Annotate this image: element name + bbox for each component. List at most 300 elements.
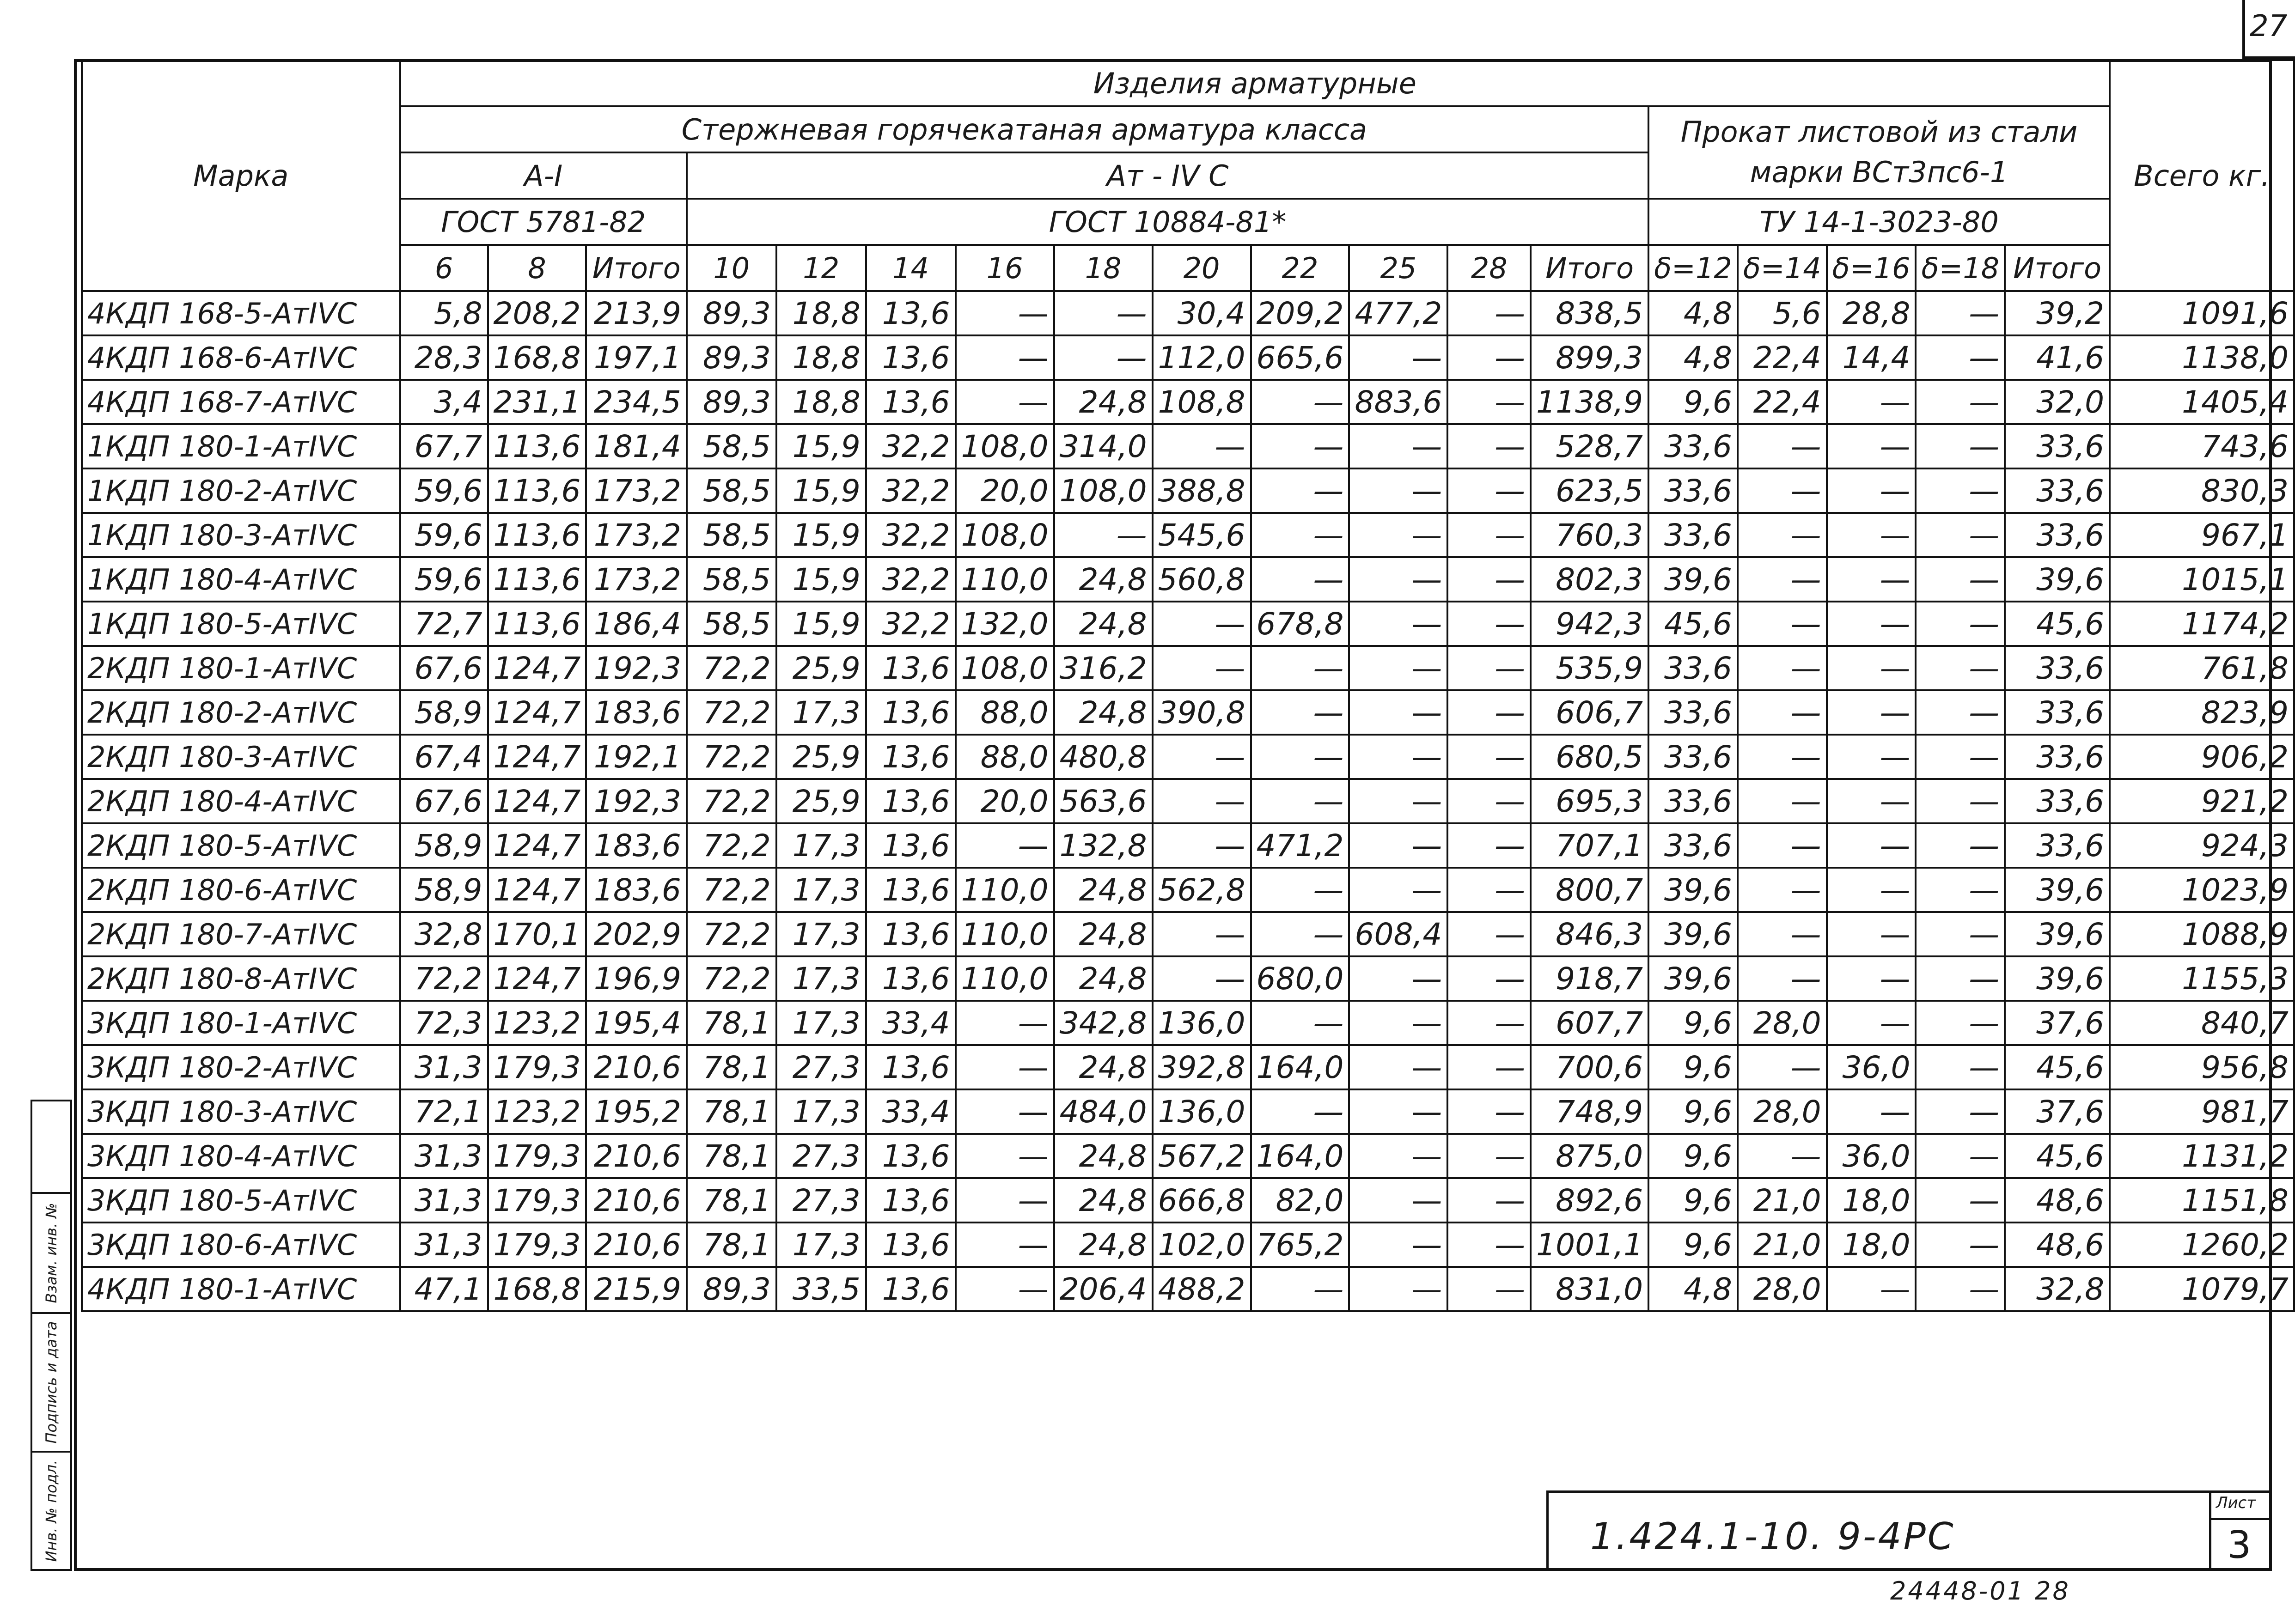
row-value-cell: 210,6 bbox=[586, 1223, 686, 1267]
header-col-at4-4: 18 bbox=[1054, 245, 1153, 291]
row-value-cell: 39,6 bbox=[2005, 868, 2110, 912]
row-value-cell: 666,8 bbox=[1153, 1178, 1251, 1223]
row-value-cell: 5,8 bbox=[400, 291, 488, 335]
row-value-cell: 231,1 bbox=[488, 380, 586, 424]
row-value-cell: 33,6 bbox=[1648, 513, 1738, 557]
row-value-cell: 33,6 bbox=[1648, 779, 1738, 823]
row-value-cell: 33,6 bbox=[1648, 690, 1738, 735]
row-value-cell: 192,1 bbox=[586, 735, 686, 779]
row-value-cell: 9,6 bbox=[1648, 380, 1738, 424]
table-row bbox=[82, 690, 2294, 735]
row-value-cell: 9,6 bbox=[1648, 1089, 1738, 1134]
row-value-cell: 20,0 bbox=[956, 779, 1054, 823]
row-value-cell: 112,0 bbox=[1153, 335, 1251, 380]
row-value-cell: 168,8 bbox=[488, 1267, 586, 1311]
row-value-cell: 4,8 bbox=[1648, 1267, 1738, 1311]
row-value-cell: 875,0 bbox=[1531, 1134, 1648, 1178]
row-value-cell: 13,6 bbox=[866, 1223, 956, 1267]
row-value-cell: 33,6 bbox=[1648, 823, 1738, 868]
row-value-cell: 136,0 bbox=[1153, 1001, 1251, 1045]
row-value-cell: — bbox=[1251, 468, 1349, 513]
row-value-cell: 124,7 bbox=[488, 823, 586, 868]
row-value-cell: 680,0 bbox=[1251, 956, 1349, 1001]
row-value-cell: 680,5 bbox=[1531, 735, 1648, 779]
row-value-cell: 33,5 bbox=[776, 1267, 866, 1311]
row-value-cell: 72,1 bbox=[400, 1089, 488, 1134]
row-value-cell: 164,0 bbox=[1251, 1134, 1349, 1178]
row-value-cell: 24,8 bbox=[1054, 1045, 1153, 1089]
row-value-cell: — bbox=[1349, 868, 1447, 912]
row-value-cell: 488,2 bbox=[1153, 1267, 1251, 1311]
row-value-cell: 830,3 bbox=[2110, 468, 2294, 513]
row-value-cell: 21,0 bbox=[1738, 1223, 1827, 1267]
table-row bbox=[82, 291, 2294, 335]
row-value-cell: — bbox=[1738, 868, 1827, 912]
row-value-cell: 563,6 bbox=[1054, 779, 1153, 823]
header-group: Изделия арматурные bbox=[400, 60, 2110, 106]
row-value-cell: — bbox=[956, 380, 1054, 424]
row-value-cell: 72,2 bbox=[687, 823, 776, 868]
row-value-cell: 17,3 bbox=[776, 1089, 866, 1134]
header-col-sheet-3: δ=18 bbox=[1916, 245, 2005, 291]
side-approval-stamp bbox=[31, 1100, 72, 1571]
row-value-cell: — bbox=[1916, 690, 2005, 735]
row-value-cell: — bbox=[1349, 1223, 1447, 1267]
row-value-cell: — bbox=[1349, 424, 1447, 468]
row-value-cell: 78,1 bbox=[687, 1178, 776, 1223]
row-value-cell: 89,3 bbox=[687, 335, 776, 380]
row-value-cell: 124,7 bbox=[488, 690, 586, 735]
row-value-cell: 192,3 bbox=[586, 779, 686, 823]
row-value-cell: 136,0 bbox=[1153, 1089, 1251, 1134]
row-value-cell: — bbox=[1738, 557, 1827, 602]
row-value-cell: 695,3 bbox=[1531, 779, 1648, 823]
table-row bbox=[82, 1001, 2294, 1045]
row-value-cell: 1088,9 bbox=[2110, 912, 2294, 956]
row-value-cell: 32,2 bbox=[866, 557, 956, 602]
row-value-cell: 37,6 bbox=[2005, 1001, 2110, 1045]
row-value-cell: — bbox=[1916, 868, 2005, 912]
row-value-cell: — bbox=[1738, 690, 1827, 735]
row-value-cell: 33,4 bbox=[866, 1001, 956, 1045]
row-value-cell: 17,3 bbox=[776, 823, 866, 868]
row-value-cell: 33,6 bbox=[2005, 779, 2110, 823]
row-value-cell: 743,6 bbox=[2110, 424, 2294, 468]
row-value-cell: 59,6 bbox=[400, 468, 488, 513]
row-value-cell: 195,2 bbox=[586, 1089, 686, 1134]
row-value-cell: 113,6 bbox=[488, 557, 586, 602]
row-value-cell: 33,6 bbox=[1648, 735, 1738, 779]
row-value-cell: 802,3 bbox=[1531, 557, 1648, 602]
row-value-cell: 707,1 bbox=[1531, 823, 1648, 868]
row-value-cell: 13,6 bbox=[866, 690, 956, 735]
row-value-cell: 113,6 bbox=[488, 513, 586, 557]
row-value-cell: — bbox=[1738, 779, 1827, 823]
row-value-cell: 27,3 bbox=[776, 1178, 866, 1223]
table-row bbox=[82, 735, 2294, 779]
row-mark-cell: 1КДП 180-4-АтIVС bbox=[82, 557, 400, 602]
row-value-cell: 25,9 bbox=[776, 779, 866, 823]
row-mark-cell: 2КДП 180-1-АтIVС bbox=[82, 646, 400, 690]
row-value-cell: — bbox=[1916, 602, 2005, 646]
table-row bbox=[82, 1223, 2294, 1267]
row-value-cell: — bbox=[1153, 912, 1251, 956]
header-gost-a1: ГОСТ 5781-82 bbox=[400, 199, 687, 245]
row-value-cell: 45,6 bbox=[2005, 1134, 2110, 1178]
header-col-at4-5: 20 bbox=[1153, 245, 1251, 291]
row-value-cell: 9,6 bbox=[1648, 1223, 1738, 1267]
side-cell-signature-date: Подпись и дата bbox=[32, 1314, 70, 1453]
header-class-at4: Ат - IV С bbox=[687, 152, 1648, 199]
row-value-cell: — bbox=[1916, 823, 2005, 868]
row-value-cell: 173,2 bbox=[586, 468, 686, 513]
row-value-cell: 192,3 bbox=[586, 646, 686, 690]
row-value-cell: 13,6 bbox=[866, 868, 956, 912]
header-col-a1-2: Итого bbox=[586, 245, 686, 291]
row-value-cell: 72,2 bbox=[687, 912, 776, 956]
row-value-cell: — bbox=[1827, 690, 1916, 735]
row-value-cell: 1079,7 bbox=[2110, 1267, 2294, 1311]
row-value-cell: 181,4 bbox=[586, 424, 686, 468]
row-value-cell: — bbox=[1827, 779, 1916, 823]
row-mark-cell: 1КДП 180-3-АтIVС bbox=[82, 513, 400, 557]
row-value-cell: — bbox=[956, 1267, 1054, 1311]
row-value-cell: 1091,6 bbox=[2110, 291, 2294, 335]
row-value-cell: 30,4 bbox=[1153, 291, 1251, 335]
row-value-cell: — bbox=[1153, 779, 1251, 823]
row-value-cell: 110,0 bbox=[956, 868, 1054, 912]
row-value-cell: — bbox=[1916, 1045, 2005, 1089]
row-value-cell: 32,0 bbox=[2005, 380, 2110, 424]
row-value-cell: 33,6 bbox=[2005, 735, 2110, 779]
table-row bbox=[82, 823, 2294, 868]
row-value-cell: — bbox=[1447, 424, 1531, 468]
row-mark-cell: 1КДП 180-5-АтIVС bbox=[82, 602, 400, 646]
row-value-cell: 4,8 bbox=[1648, 291, 1738, 335]
row-value-cell: 124,7 bbox=[488, 956, 586, 1001]
header-col-at4-8: 28 bbox=[1447, 245, 1531, 291]
row-value-cell: — bbox=[956, 335, 1054, 380]
row-value-cell: 13,6 bbox=[866, 1134, 956, 1178]
row-value-cell: 1001,1 bbox=[1531, 1223, 1648, 1267]
row-value-cell: 471,2 bbox=[1251, 823, 1349, 868]
row-value-cell: 25,9 bbox=[776, 735, 866, 779]
row-value-cell: — bbox=[1251, 513, 1349, 557]
row-value-cell: — bbox=[1916, 424, 2005, 468]
row-value-cell: 13,6 bbox=[866, 380, 956, 424]
row-value-cell: — bbox=[1349, 779, 1447, 823]
row-value-cell: 58,9 bbox=[400, 823, 488, 868]
table-row bbox=[82, 868, 2294, 912]
row-value-cell: 132,0 bbox=[956, 602, 1054, 646]
row-value-cell: 5,6 bbox=[1738, 291, 1827, 335]
row-value-cell: 15,9 bbox=[776, 557, 866, 602]
row-value-cell: 72,2 bbox=[400, 956, 488, 1001]
row-mark-cell: 4КДП 168-5-АтIVС bbox=[82, 291, 400, 335]
specification-table bbox=[81, 59, 2295, 1312]
row-value-cell: — bbox=[1349, 335, 1447, 380]
row-value-cell: — bbox=[956, 1134, 1054, 1178]
row-value-cell: 18,0 bbox=[1827, 1223, 1916, 1267]
row-value-cell: 921,2 bbox=[2110, 779, 2294, 823]
row-value-cell: 342,8 bbox=[1054, 1001, 1153, 1045]
row-value-cell: 480,8 bbox=[1054, 735, 1153, 779]
row-value-cell: — bbox=[1738, 1045, 1827, 1089]
row-value-cell: — bbox=[956, 1178, 1054, 1223]
row-value-cell: — bbox=[1827, 735, 1916, 779]
row-value-cell: — bbox=[1447, 1223, 1531, 1267]
row-value-cell: — bbox=[1447, 956, 1531, 1001]
row-value-cell: 89,3 bbox=[687, 1267, 776, 1311]
row-mark-cell: 2КДП 180-2-АтIVС bbox=[82, 690, 400, 735]
row-value-cell: 28,8 bbox=[1827, 291, 1916, 335]
row-value-cell: — bbox=[1827, 1001, 1916, 1045]
row-value-cell: 33,4 bbox=[866, 1089, 956, 1134]
row-value-cell: 388,8 bbox=[1153, 468, 1251, 513]
row-value-cell: 39,6 bbox=[1648, 912, 1738, 956]
row-value-cell: — bbox=[1738, 956, 1827, 1001]
sheet-number-box bbox=[2209, 1490, 2272, 1571]
row-value-cell: 113,6 bbox=[488, 468, 586, 513]
header-col-at4-9: Итого bbox=[1531, 245, 1648, 291]
row-value-cell: 3,4 bbox=[400, 380, 488, 424]
row-value-cell: — bbox=[1447, 690, 1531, 735]
row-value-cell: — bbox=[1349, 690, 1447, 735]
row-value-cell: 58,5 bbox=[687, 424, 776, 468]
row-value-cell: — bbox=[1153, 424, 1251, 468]
row-value-cell: 846,3 bbox=[1531, 912, 1648, 956]
row-value-cell: — bbox=[1349, 956, 1447, 1001]
table-row bbox=[82, 1045, 2294, 1089]
table-row bbox=[82, 424, 2294, 468]
row-value-cell: 59,6 bbox=[400, 513, 488, 557]
row-mark-cell: 3КДП 180-6-АтIVС bbox=[82, 1223, 400, 1267]
row-value-cell: 31,3 bbox=[400, 1134, 488, 1178]
row-value-cell: 27,3 bbox=[776, 1134, 866, 1178]
header-col-at4-6: 22 bbox=[1251, 245, 1349, 291]
header-col-sheet-0: δ=12 bbox=[1648, 245, 1738, 291]
row-value-cell: — bbox=[1447, 291, 1531, 335]
row-value-cell: — bbox=[1916, 557, 2005, 602]
row-value-cell: 477,2 bbox=[1349, 291, 1447, 335]
row-value-cell: 1138,9 bbox=[1531, 380, 1648, 424]
row-value-cell: — bbox=[1738, 1134, 1827, 1178]
archive-number: 24448-01 28 bbox=[1890, 1576, 2070, 1606]
header-col-at4-1: 12 bbox=[776, 245, 866, 291]
row-mark-cell: 1КДП 180-2-АтIVС bbox=[82, 468, 400, 513]
row-value-cell: 210,6 bbox=[586, 1134, 686, 1178]
row-value-cell: — bbox=[1916, 912, 2005, 956]
row-value-cell: — bbox=[1827, 557, 1916, 602]
row-value-cell: — bbox=[1251, 912, 1349, 956]
row-value-cell: 13,6 bbox=[866, 1045, 956, 1089]
row-value-cell: — bbox=[1916, 468, 2005, 513]
row-value-cell: — bbox=[1251, 1001, 1349, 1045]
row-value-cell: 956,8 bbox=[2110, 1045, 2294, 1089]
row-value-cell: — bbox=[1916, 735, 2005, 779]
row-value-cell: 823,9 bbox=[2110, 690, 2294, 735]
row-value-cell: — bbox=[956, 291, 1054, 335]
row-value-cell: 58,5 bbox=[687, 468, 776, 513]
row-value-cell: — bbox=[1251, 735, 1349, 779]
corner-rule-vertical bbox=[2242, 0, 2245, 59]
row-value-cell: 28,0 bbox=[1738, 1267, 1827, 1311]
row-value-cell: 1131,2 bbox=[2110, 1134, 2294, 1178]
row-value-cell: — bbox=[1916, 1089, 2005, 1134]
row-value-cell: — bbox=[1054, 335, 1153, 380]
row-value-cell: 67,6 bbox=[400, 779, 488, 823]
header-col-at4-2: 14 bbox=[866, 245, 956, 291]
row-value-cell: 183,6 bbox=[586, 690, 686, 735]
row-value-cell: 13,6 bbox=[866, 1178, 956, 1223]
table-row bbox=[82, 513, 2294, 557]
row-value-cell: 82,0 bbox=[1251, 1178, 1349, 1223]
row-value-cell: 545,6 bbox=[1153, 513, 1251, 557]
header-marka: Марка bbox=[82, 60, 400, 291]
row-value-cell: 13,6 bbox=[866, 735, 956, 779]
row-value-cell: 24,8 bbox=[1054, 1178, 1153, 1223]
header-tu-sheet: ТУ 14-1-3023-80 bbox=[1648, 199, 2110, 245]
row-value-cell: — bbox=[1738, 602, 1827, 646]
row-value-cell: — bbox=[1447, 868, 1531, 912]
row-value-cell: 13,6 bbox=[866, 823, 956, 868]
row-value-cell: 72,2 bbox=[687, 779, 776, 823]
row-value-cell: 392,8 bbox=[1153, 1045, 1251, 1089]
row-value-cell: 45,6 bbox=[1648, 602, 1738, 646]
row-value-cell: — bbox=[1251, 868, 1349, 912]
row-mark-cell: 3КДП 180-4-АтIVС bbox=[82, 1134, 400, 1178]
row-mark-cell: 2КДП 180-6-АтIVС bbox=[82, 868, 400, 912]
row-value-cell: 33,6 bbox=[2005, 690, 2110, 735]
row-value-cell: 24,8 bbox=[1054, 1134, 1153, 1178]
row-value-cell: — bbox=[1738, 823, 1827, 868]
row-value-cell: 197,1 bbox=[586, 335, 686, 380]
row-value-cell: 899,3 bbox=[1531, 335, 1648, 380]
row-value-cell: 124,7 bbox=[488, 646, 586, 690]
row-value-cell: — bbox=[1349, 557, 1447, 602]
row-value-cell: 314,0 bbox=[1054, 424, 1153, 468]
row-value-cell: 17,3 bbox=[776, 1001, 866, 1045]
row-value-cell: 72,2 bbox=[687, 868, 776, 912]
header-col-at4-0: 10 bbox=[687, 245, 776, 291]
row-value-cell: — bbox=[1916, 380, 2005, 424]
row-mark-cell: 4КДП 180-1-АтIVС bbox=[82, 1267, 400, 1311]
row-value-cell: 623,5 bbox=[1531, 468, 1648, 513]
row-value-cell: 209,2 bbox=[1251, 291, 1349, 335]
row-value-cell: 17,3 bbox=[776, 868, 866, 912]
row-value-cell: 179,3 bbox=[488, 1045, 586, 1089]
row-value-cell: — bbox=[1738, 468, 1827, 513]
row-value-cell: 67,7 bbox=[400, 424, 488, 468]
row-value-cell: 1015,1 bbox=[2110, 557, 2294, 602]
row-value-cell: 924,3 bbox=[2110, 823, 2294, 868]
row-value-cell: — bbox=[1827, 646, 1916, 690]
row-value-cell: — bbox=[1916, 1178, 2005, 1223]
row-value-cell: 123,2 bbox=[488, 1001, 586, 1045]
row-value-cell: 72,2 bbox=[687, 956, 776, 1001]
row-value-cell: — bbox=[1054, 291, 1153, 335]
row-value-cell: 24,8 bbox=[1054, 690, 1153, 735]
row-value-cell: 88,0 bbox=[956, 690, 1054, 735]
row-mark-cell: 3КДП 180-3-АтIVС bbox=[82, 1089, 400, 1134]
row-value-cell: — bbox=[1916, 779, 2005, 823]
row-value-cell: — bbox=[956, 1089, 1054, 1134]
row-value-cell: 32,2 bbox=[866, 513, 956, 557]
table-row bbox=[82, 779, 2294, 823]
row-mark-cell: 2КДП 180-8-АтIVС bbox=[82, 956, 400, 1001]
row-value-cell: — bbox=[956, 1045, 1054, 1089]
row-mark-cell: 1КДП 180-1-АтIVС bbox=[82, 424, 400, 468]
row-value-cell: 665,6 bbox=[1251, 335, 1349, 380]
row-value-cell: 883,6 bbox=[1349, 380, 1447, 424]
row-value-cell: 215,9 bbox=[586, 1267, 686, 1311]
row-value-cell: 17,3 bbox=[776, 912, 866, 956]
row-value-cell: — bbox=[1738, 912, 1827, 956]
row-value-cell: — bbox=[1827, 1089, 1916, 1134]
row-value-cell: 15,9 bbox=[776, 468, 866, 513]
row-value-cell: 33,6 bbox=[2005, 513, 2110, 557]
row-value-cell: — bbox=[1916, 646, 2005, 690]
row-value-cell: 208,2 bbox=[488, 291, 586, 335]
table-row bbox=[82, 1267, 2294, 1311]
row-value-cell: 39,2 bbox=[2005, 291, 2110, 335]
row-value-cell: 484,0 bbox=[1054, 1089, 1153, 1134]
row-value-cell: 113,6 bbox=[488, 602, 586, 646]
row-value-cell: 1174,2 bbox=[2110, 602, 2294, 646]
table-row bbox=[82, 1134, 2294, 1178]
row-value-cell: 4,8 bbox=[1648, 335, 1738, 380]
row-value-cell: 202,9 bbox=[586, 912, 686, 956]
frame-bottom-rule bbox=[74, 1568, 2272, 1571]
row-value-cell: 78,1 bbox=[687, 1001, 776, 1045]
row-value-cell: 21,0 bbox=[1738, 1178, 1827, 1223]
table-row bbox=[82, 956, 2294, 1001]
row-value-cell: — bbox=[1447, 513, 1531, 557]
row-value-cell: — bbox=[1447, 1267, 1531, 1311]
row-value-cell: 17,3 bbox=[776, 690, 866, 735]
row-value-cell: 170,1 bbox=[488, 912, 586, 956]
row-value-cell: 58,5 bbox=[687, 513, 776, 557]
row-value-cell: — bbox=[1447, 779, 1531, 823]
row-value-cell: 1151,8 bbox=[2110, 1178, 2294, 1223]
row-value-cell: — bbox=[1349, 513, 1447, 557]
row-value-cell: 24,8 bbox=[1054, 1223, 1153, 1267]
row-value-cell: 24,8 bbox=[1054, 602, 1153, 646]
row-value-cell: — bbox=[1153, 956, 1251, 1001]
row-value-cell: — bbox=[1827, 868, 1916, 912]
table-row bbox=[82, 557, 2294, 602]
sheet-number: 3 bbox=[2227, 1523, 2252, 1567]
row-value-cell: 89,3 bbox=[687, 380, 776, 424]
row-value-cell: 195,4 bbox=[586, 1001, 686, 1045]
row-value-cell: — bbox=[1349, 1001, 1447, 1045]
row-value-cell: 102,0 bbox=[1153, 1223, 1251, 1267]
row-value-cell: 88,0 bbox=[956, 735, 1054, 779]
row-value-cell: 179,3 bbox=[488, 1134, 586, 1178]
row-value-cell: 39,6 bbox=[2005, 912, 2110, 956]
row-value-cell: — bbox=[1251, 424, 1349, 468]
header-col-at4-3: 16 bbox=[956, 245, 1054, 291]
row-value-cell: 33,6 bbox=[1648, 468, 1738, 513]
header-col-at4-7: 25 bbox=[1349, 245, 1447, 291]
row-value-cell: — bbox=[1916, 335, 2005, 380]
table-row bbox=[82, 912, 2294, 956]
row-value-cell: — bbox=[1738, 424, 1827, 468]
row-value-cell: 9,6 bbox=[1648, 1178, 1738, 1223]
row-value-cell: — bbox=[1738, 513, 1827, 557]
header-col-a1-1: 8 bbox=[488, 245, 586, 291]
row-value-cell: 41,6 bbox=[2005, 335, 2110, 380]
